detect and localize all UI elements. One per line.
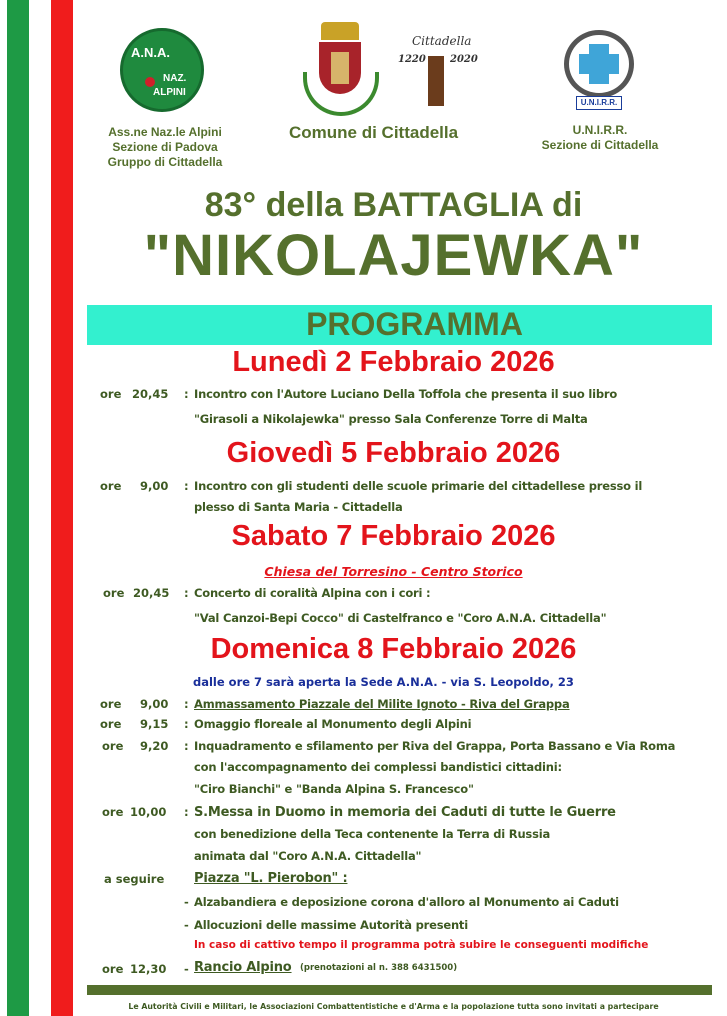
event-text: "Val Canzoi-Bepi Cocco" di Castelfranco e "Coro A.N.A. Cittadella" — [194, 611, 607, 625]
schedule-time: U.N.I.R.R. — [572, 123, 628, 137]
event-text: "Girasoli a Nikolajewka" presso Sala Conferenze Torre di Malta — [194, 412, 588, 426]
schedule-time: U.N.I.R.R. — [576, 96, 622, 110]
schedule-time: 20,45 — [132, 387, 169, 401]
schedule-time: ALPINI — [153, 87, 186, 98]
schedule-time: : — [184, 586, 189, 600]
unirr-caption — [525, 123, 675, 153]
cittadella-800-logo — [396, 34, 480, 114]
event-text: Omaggio floreale al Monumento degli Alpini — [194, 717, 472, 731]
footer-text: Le Autorità Civili e Militari, le Associazioni Combattentistiche e d'Arma e la popolazione tutta sono invitati a partecipare — [128, 1002, 659, 1011]
schedule-time: - — [184, 918, 189, 932]
schedule-time: ore — [100, 697, 122, 711]
flag-green-stripe — [7, 0, 29, 1016]
schedule-time: Ass.ne Naz.le Alpini — [108, 125, 222, 139]
schedule-time: : — [184, 697, 189, 711]
schedule-time: 9,15 — [140, 717, 169, 731]
title-line2: "NIKOLAJEWKA" — [143, 223, 644, 288]
event-location: Chiesa del Torresino - Centro Storico — [264, 564, 523, 579]
flag-red-stripe — [51, 0, 73, 1016]
weather-warning: In caso di cattivo tempo il programma potrà subire le conseguenti modifiche — [194, 939, 649, 951]
schedule-time: a seguire — [104, 872, 165, 886]
sede-note: dalle ore 7 sarà aperta la Sede A.N.A. - via S. Leopoldo, 23 — [193, 675, 574, 689]
event-text: con l'accompagnamento dei complessi bandistici cittadini: — [194, 760, 562, 774]
day-heading: Domenica 8 Febbraio 2026 — [210, 633, 577, 665]
booking-note: (prenotazioni al n. 388 6431500) — [300, 963, 458, 973]
event-text: Alzabandiera e deposizione corona d'alloro al Monumento ai Caduti — [194, 895, 619, 909]
schedule-time: NAZ. — [163, 73, 187, 84]
event-text: Inquadramento e sfilamento per Riva del Grappa, Porta Bassano e Via Roma — [194, 739, 676, 753]
schedule-time: ore — [102, 962, 124, 976]
schedule-time: : — [184, 387, 189, 401]
schedule-time: Sezione di Padova — [112, 140, 218, 154]
schedule-time: Cittadella — [412, 34, 472, 48]
event-text: plesso di Santa Maria - Cittadella — [194, 500, 403, 514]
schedule-time: 12,30 — [130, 962, 167, 976]
event-text: Incontro con gli studenti delle scuole primarie del cittadellese presso il — [194, 479, 643, 493]
programma-banner — [87, 305, 712, 345]
schedule-time: : — [184, 717, 189, 731]
unirr-logo — [560, 30, 638, 110]
schedule-time: 1220 — [398, 54, 426, 65]
event-text: Piazza "L. Pierobon" : — [194, 871, 348, 886]
day-heading: Sabato 7 Febbraio 2026 — [231, 520, 556, 552]
schedule-time: ore — [100, 479, 122, 493]
title-line1: 83° della BATTAGLIA di — [204, 186, 583, 224]
schedule-time: Gruppo di Cittadella — [107, 155, 223, 169]
event-text: Ammassamento Piazzale del Milite Ignoto - Riva del Grappa — [194, 697, 570, 711]
event-text: con benedizione della Teca contenente la Terra di Russia — [194, 827, 551, 841]
event-text: animata dal "Coro A.N.A. Cittadella" — [194, 849, 422, 863]
ana-logo — [120, 28, 204, 112]
schedule-time: ore — [102, 739, 124, 753]
schedule-time: A.N.A. — [131, 45, 170, 60]
event-text: Allocuzioni delle massime Autorità presenti — [194, 918, 468, 932]
event-text: Incontro con l'Autore Luciano Della Toffola che presenta il suo libro — [194, 387, 618, 401]
schedule-time: : — [184, 805, 189, 819]
event-text: Rancio Alpino — [194, 960, 292, 975]
schedule-time: ore — [100, 717, 122, 731]
schedule-time: 2020 — [450, 54, 478, 65]
ana-caption — [95, 125, 235, 170]
schedule-time: 9,00 — [140, 697, 169, 711]
day-heading: Lunedì 2 Febbraio 2026 — [232, 346, 555, 378]
schedule-time: 20,45 — [133, 586, 170, 600]
schedule-time: 9,20 — [140, 739, 169, 753]
schedule-time: PROGRAMMA — [306, 306, 523, 342]
schedule-time: 10,00 — [130, 805, 167, 819]
schedule-time: ore — [102, 805, 124, 819]
schedule-time: - — [184, 962, 189, 976]
day-heading: Giovedì 5 Febbraio 2026 — [226, 437, 561, 469]
schedule-time: : — [184, 739, 189, 753]
schedule-time: - — [184, 895, 189, 909]
comune-caption: Comune di Cittadella — [289, 123, 459, 142]
schedule-time: ore — [103, 586, 125, 600]
cittadella-coat-of-arms — [303, 22, 379, 122]
event-text: Concerto di coralità Alpina con i cori : — [194, 586, 431, 600]
footer-bar — [87, 985, 712, 995]
schedule-time: : — [184, 479, 189, 493]
event-text: "Ciro Bianchi" e "Banda Alpina S. Francesco" — [194, 782, 474, 796]
event-text: S.Messa in Duomo in memoria dei Caduti di tutte le Guerre — [194, 805, 616, 820]
schedule-time: 9,00 — [140, 479, 169, 493]
schedule-time: Sezione di Cittadella — [541, 138, 659, 152]
schedule-time: ore — [100, 387, 122, 401]
